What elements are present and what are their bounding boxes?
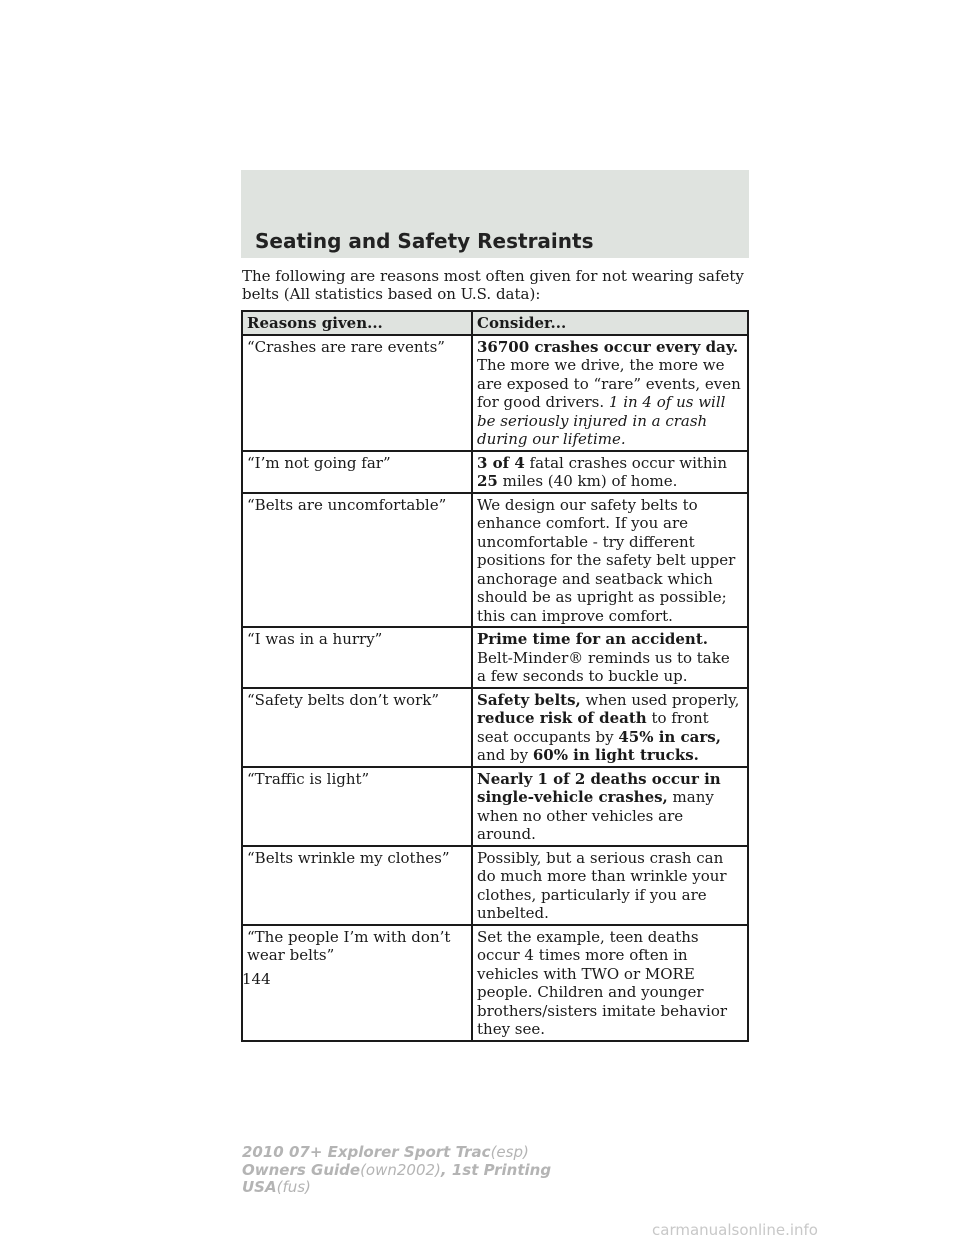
consider-text: Nearly 1 of 2 deaths occur in single-vehicle crashes, [477, 769, 721, 806]
consider-text: and by [477, 746, 533, 764]
consider-text: when used properly, [580, 690, 740, 709]
table-row [242, 627, 748, 688]
document-footer [242, 1144, 551, 1197]
consider-text: 1 in 4 of us will be seriously injured in a crash during our lifetime. [477, 393, 726, 448]
reasons-table [241, 310, 749, 1042]
consider-text: 60% in light trucks. [532, 746, 699, 764]
footer-line-1: 2010 07+ Explorer Sport Trac(esp) [242, 1143, 529, 1161]
consider-text: reduce risk of death [477, 709, 647, 727]
reason-cell: “I was in a hurry” [242, 627, 472, 688]
page-number: 144 [242, 970, 271, 988]
column-header-consider: Consider... [472, 311, 748, 335]
consider-text: 36700 crashes occur every day. [477, 337, 739, 356]
table-row [242, 335, 748, 451]
consider-text: Possibly, but a serious crash can do much more than wrinkle your clothes, particularly if you are unbelted. [477, 848, 727, 922]
consider-text: Belt-Minder® reminds us to take a few seconds to buckle up. [477, 648, 730, 685]
table-row [242, 451, 748, 493]
consider-text: 25 [477, 472, 498, 490]
consider-text: many when no other vehicles are around. [477, 788, 714, 843]
consider-text: Set the example, teen deaths occur 4 times more often in vehicles with TWO or MORE people. Children and younger brothers/sisters imitate behavior they see. [477, 927, 728, 1038]
reason-cell: “The people I’m with don’t wear belts” [242, 925, 472, 1041]
consider-cell [472, 767, 748, 846]
table-row [242, 493, 748, 628]
consider-text: The more we drive, the more we are exposed to “rare” events, even for good drivers. [477, 356, 741, 411]
consider-cell [472, 493, 748, 628]
reason-cell: “Belts wrinkle my clothes” [242, 846, 472, 925]
consider-text: Prime time for an accident. [477, 630, 708, 648]
site-watermark[interactable]: carmanualsonline.info [652, 1221, 818, 1239]
consider-text: 45% in cars, [618, 727, 721, 746]
consider-text: Safety belts, [477, 690, 581, 709]
consider-text: to front seat occupants by [477, 709, 709, 746]
consider-cell [472, 627, 748, 688]
table-row [242, 846, 748, 925]
column-header-reasons: Reasons given... [242, 311, 472, 335]
reason-cell: “Crashes are rare events” [242, 335, 472, 451]
consider-text: We design our safety belts to enhance comfort. If you are uncomfortable - try different positions for the safety belt upper anchorage and seatback which should be as upright as possible; this can improve comfort. [477, 495, 736, 625]
consider-text: miles (40 km) of home. [497, 472, 678, 490]
reason-cell: “Safety belts don’t work” [242, 688, 472, 767]
reason-cell: “Traffic is light” [242, 767, 472, 846]
consider-cell [472, 688, 748, 767]
consider-cell [472, 925, 748, 1041]
reason-cell: “Belts are uncomfortable” [242, 493, 472, 628]
table-row [242, 767, 748, 846]
consider-cell [472, 451, 748, 493]
consider-cell [472, 846, 748, 925]
consider-text: 3 of 4 [477, 453, 525, 472]
section-title: Seating and Safety Restraints [255, 229, 594, 253]
table-row [242, 688, 748, 767]
footer-line-3: USA(fus) [242, 1178, 311, 1196]
table-header-row [242, 311, 748, 335]
consider-text: fatal crashes occur within [524, 453, 728, 472]
table-row [242, 925, 748, 1041]
intro-paragraph: The following are reasons most often given for not wearing safety belts (All statistics based on U.S. data): [242, 267, 744, 303]
reason-cell: “I’m not going far” [242, 451, 472, 493]
consider-cell [472, 335, 748, 451]
footer-line-2: Owners Guide(own2002), 1st Printing [242, 1160, 552, 1179]
